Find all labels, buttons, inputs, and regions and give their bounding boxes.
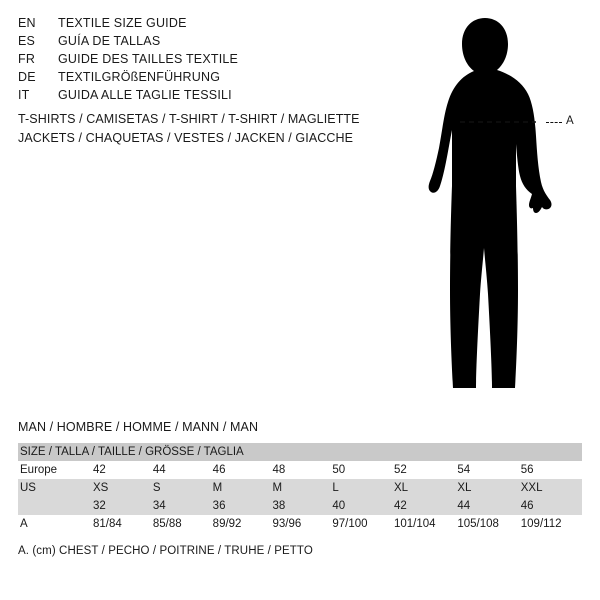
table-cell: 32 [92,500,106,512]
table-cell: 46 [212,464,226,476]
measure-leader-line [546,122,562,123]
category-line: T-SHIRTS / CAMISETAS / T-SHIRT / T-SHIRT / MAGLIETTE [18,112,360,126]
language-text: GUIDA ALLE TAGLIE TESSILI [58,88,232,102]
table-cell: M [272,482,283,494]
table-cell: XXL [520,482,543,494]
table-cell: 38 [272,500,286,512]
language-header [18,16,398,106]
category-list [18,110,418,148]
category-line: JACKETS / CHAQUETAS / VESTES / JACKEN / GIACCHE [18,131,354,145]
table-cell: 105/108 [457,518,499,530]
table-footnote: A. (cm) CHEST / PECHO / POITRINE / TRUHE / PETTO [18,545,313,557]
row-label: US [20,482,36,494]
row-label: Europe [20,464,58,476]
language-code: EN [18,16,36,30]
table-header-row [18,443,582,461]
table-cell: 52 [393,464,407,476]
table-row [18,497,582,515]
measure-label-a: A [566,115,574,127]
man-silhouette-icon [400,10,600,400]
table-header-label: SIZE / TALLA / TAILLE / GRÖSSE / TAGLIA [20,446,244,458]
table-cell: 101/104 [393,518,436,530]
language-row [18,16,398,34]
size-table [18,443,582,533]
row-label [18,497,91,515]
table-cell: 89/92 [212,518,242,530]
table-cell: 40 [332,500,346,512]
table-cell: 97/100 [332,518,368,530]
table-cell: 81/84 [92,518,122,530]
table-row [18,515,582,533]
language-row [18,34,398,52]
table-cell: 44 [457,500,471,512]
table-cell: 50 [332,464,346,476]
language-code: IT [18,88,30,102]
language-code: ES [18,34,36,48]
language-code: DE [18,70,36,84]
table-cell: 34 [152,500,166,512]
table-cell: M [212,482,223,494]
table-cell: 42 [92,464,106,476]
language-text: GUIDE DES TAILLES TEXTILE [58,52,239,66]
table-cell: 46 [520,500,534,512]
table-cell: 42 [393,500,407,512]
language-row [18,70,398,88]
language-row [18,52,398,70]
table-cell: XL [393,482,409,494]
table-cell: 44 [152,464,166,476]
table-cell: 48 [272,464,286,476]
table-cell: L [332,482,339,494]
table-cell: 85/88 [152,518,182,530]
language-code: FR [18,52,36,66]
row-label: A [20,518,28,530]
table-cell: 109/112 [520,518,562,530]
table-section-title: MAN / HOMBRE / HOMME / MANN / MAN [18,420,259,434]
table-cell: 54 [457,464,471,476]
table-row [18,461,582,479]
table-cell: 36 [212,500,226,512]
table-row [18,479,582,497]
table-cell: XL [457,482,472,494]
language-text: GUÍA DE TALLAS [58,34,161,48]
table-cell: S [152,482,161,494]
language-row [18,88,398,106]
body-silhouette-figure [400,10,600,400]
table-cell: 93/96 [272,518,302,530]
language-text: TEXTILGRÖßENFÜHRUNG [58,70,221,84]
table-cell: 56 [520,464,534,476]
table-cell: XS [92,482,109,494]
language-text: TEXTILE SIZE GUIDE [58,16,187,30]
